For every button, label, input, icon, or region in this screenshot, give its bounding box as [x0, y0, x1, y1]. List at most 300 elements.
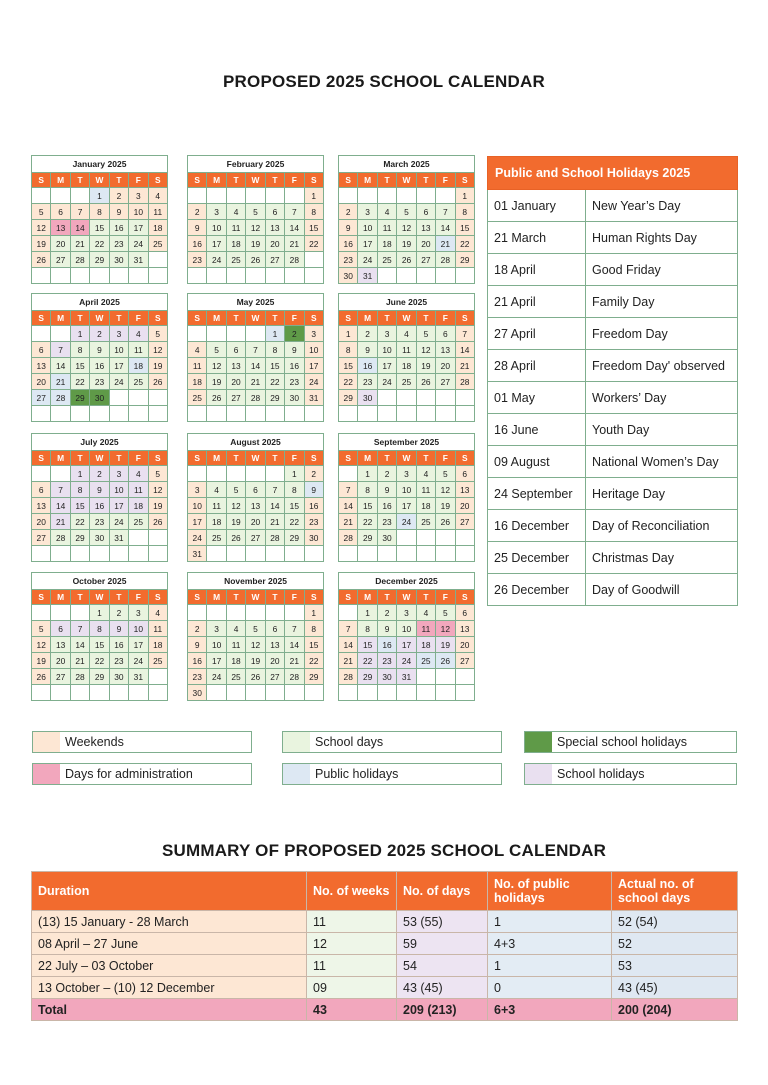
day-cell: 26: [436, 514, 455, 530]
day-cell: 19: [397, 236, 416, 252]
day-cell: 4: [148, 188, 167, 204]
summary-total-cell: 200 (204): [612, 999, 738, 1021]
day-cell: [436, 546, 455, 562]
day-cell: 14: [285, 637, 304, 653]
legend-label: Public holidays: [315, 767, 399, 781]
day-cell: 15: [70, 358, 89, 374]
day-cell: 11: [207, 498, 226, 514]
summary-row: [32, 977, 738, 999]
day-cell: 24: [129, 653, 148, 669]
weekday-header: S: [455, 451, 474, 466]
day-cell: 10: [397, 621, 416, 637]
holiday-row: [488, 446, 738, 478]
legend-item: [524, 731, 737, 753]
day-cell: 2: [109, 605, 128, 621]
day-cell: 25: [377, 252, 396, 268]
weekday-header: S: [339, 590, 358, 605]
day-cell: 9: [377, 621, 396, 637]
day-cell: 21: [246, 374, 265, 390]
month-calendar: [338, 293, 475, 426]
weekday-header: S: [455, 590, 474, 605]
day-cell: 27: [51, 669, 70, 685]
day-cell: [377, 406, 396, 422]
day-cell: 23: [304, 514, 323, 530]
day-cell: [397, 268, 416, 284]
weekday-header: S: [188, 173, 207, 188]
day-cell: [358, 188, 377, 204]
holiday-name: Family Day: [586, 286, 738, 318]
day-cell: 22: [265, 374, 284, 390]
day-cell: 30: [90, 390, 109, 406]
day-cell: [455, 390, 474, 406]
day-cell: 12: [246, 637, 265, 653]
day-cell: [285, 685, 304, 701]
day-cell: 12: [436, 621, 455, 637]
day-cell: 1: [304, 605, 323, 621]
day-cell: 25: [148, 236, 167, 252]
day-cell: 4: [377, 204, 396, 220]
day-cell: [285, 605, 304, 621]
day-cell: 11: [397, 342, 416, 358]
day-cell: 22: [455, 236, 474, 252]
day-cell: 1: [90, 605, 109, 621]
day-cell: [416, 390, 435, 406]
summary-row: [32, 933, 738, 955]
day-cell: 22: [70, 514, 89, 530]
day-cell: 3: [188, 482, 207, 498]
day-cell: 5: [148, 466, 167, 482]
day-cell: 23: [377, 653, 396, 669]
day-cell: 17: [207, 653, 226, 669]
day-cell: 13: [51, 220, 70, 236]
day-cell: [51, 268, 70, 284]
weekday-header: W: [246, 451, 265, 466]
day-cell: [339, 466, 358, 482]
weekday-header: S: [32, 311, 51, 326]
day-cell: 9: [358, 342, 377, 358]
day-cell: 8: [90, 621, 109, 637]
weekday-header: T: [377, 451, 396, 466]
day-cell: 5: [246, 204, 265, 220]
day-cell: 23: [109, 653, 128, 669]
day-cell: [436, 530, 455, 546]
day-cell: 7: [51, 342, 70, 358]
day-cell: 26: [32, 669, 51, 685]
holiday-date: 27 April: [488, 318, 586, 350]
day-cell: 28: [70, 669, 89, 685]
day-cell: 18: [207, 514, 226, 530]
day-cell: 8: [304, 204, 323, 220]
day-cell: [246, 188, 265, 204]
day-cell: [188, 326, 207, 342]
day-cell: [51, 188, 70, 204]
day-cell: 26: [246, 669, 265, 685]
holiday-name: Freedom Day' observed: [586, 350, 738, 382]
summary-cell: 43 (45): [397, 977, 488, 999]
weekday-header: S: [339, 311, 358, 326]
day-cell: [207, 326, 226, 342]
day-cell: [188, 268, 207, 284]
day-cell: [358, 685, 377, 701]
day-cell: 18: [416, 637, 435, 653]
weekday-header: M: [51, 173, 70, 188]
day-cell: 16: [90, 358, 109, 374]
weekday-header: T: [70, 590, 89, 605]
weekday-header: M: [51, 311, 70, 326]
holiday-name: Heritage Day: [586, 478, 738, 510]
day-cell: 1: [358, 466, 377, 482]
day-cell: 29: [90, 252, 109, 268]
weekday-header: M: [207, 311, 226, 326]
day-cell: 1: [70, 466, 89, 482]
weekday-header: S: [339, 451, 358, 466]
day-cell: 24: [397, 653, 416, 669]
day-cell: [207, 685, 226, 701]
month-calendar: [338, 572, 475, 705]
day-cell: 28: [455, 374, 474, 390]
holiday-row: [488, 382, 738, 414]
day-cell: [436, 669, 455, 685]
day-cell: [207, 406, 226, 422]
day-cell: 14: [339, 637, 358, 653]
day-cell: 6: [455, 605, 474, 621]
day-cell: 17: [109, 498, 128, 514]
day-cell: 7: [455, 326, 474, 342]
day-cell: 17: [304, 358, 323, 374]
day-cell: 31: [109, 530, 128, 546]
day-cell: [32, 188, 51, 204]
day-cell: 21: [339, 514, 358, 530]
day-cell: 8: [70, 482, 89, 498]
day-cell: [70, 188, 89, 204]
day-cell: 24: [358, 252, 377, 268]
day-cell: 17: [129, 637, 148, 653]
day-cell: 22: [358, 653, 377, 669]
weekday-header: F: [436, 311, 455, 326]
day-cell: [397, 546, 416, 562]
day-cell: 10: [109, 342, 128, 358]
day-cell: 20: [246, 514, 265, 530]
day-cell: 16: [358, 358, 377, 374]
day-cell: 12: [32, 220, 51, 236]
day-cell: [148, 268, 167, 284]
day-cell: 18: [226, 653, 245, 669]
holiday-date: 16 June: [488, 414, 586, 446]
summary-cell: 11: [307, 911, 397, 933]
holiday-row: [488, 350, 738, 382]
day-cell: [109, 390, 128, 406]
day-cell: 21: [436, 236, 455, 252]
day-cell: 1: [90, 188, 109, 204]
month-calendar: [31, 433, 168, 566]
day-cell: 16: [377, 637, 396, 653]
day-cell: 4: [226, 621, 245, 637]
holiday-date: 21 April: [488, 286, 586, 318]
day-cell: [339, 406, 358, 422]
day-cell: [188, 605, 207, 621]
day-cell: [246, 685, 265, 701]
day-cell: 21: [70, 653, 89, 669]
day-cell: [436, 406, 455, 422]
day-cell: [70, 685, 89, 701]
month-calendar: [31, 293, 168, 426]
day-cell: 2: [90, 466, 109, 482]
day-cell: 23: [109, 236, 128, 252]
day-cell: 31: [304, 390, 323, 406]
day-cell: 28: [246, 390, 265, 406]
day-cell: [32, 605, 51, 621]
day-cell: 27: [32, 390, 51, 406]
holiday-row: [488, 190, 738, 222]
day-cell: 27: [455, 653, 474, 669]
holiday-row: [488, 510, 738, 542]
day-cell: 28: [339, 530, 358, 546]
day-cell: 2: [188, 621, 207, 637]
day-cell: 12: [207, 358, 226, 374]
day-cell: 21: [265, 514, 284, 530]
weekday-header: T: [226, 590, 245, 605]
holidays-table: [487, 156, 738, 606]
day-cell: 16: [90, 498, 109, 514]
day-cell: [265, 188, 284, 204]
day-cell: 10: [304, 342, 323, 358]
holiday-row: [488, 574, 738, 606]
day-cell: 16: [377, 498, 396, 514]
day-cell: [32, 406, 51, 422]
day-cell: [109, 268, 128, 284]
day-cell: [51, 326, 70, 342]
weekday-header: S: [188, 590, 207, 605]
day-cell: 28: [285, 252, 304, 268]
day-cell: 28: [70, 252, 89, 268]
day-cell: 8: [70, 342, 89, 358]
summary-cell: (13) 15 January - 28 March: [32, 911, 307, 933]
weekday-header: W: [90, 451, 109, 466]
legend-swatch: [525, 732, 552, 752]
weekday-header: S: [148, 311, 167, 326]
day-cell: [304, 252, 323, 268]
weekday-header: F: [285, 311, 304, 326]
day-cell: 5: [32, 204, 51, 220]
day-cell: 19: [246, 236, 265, 252]
weekday-header: F: [129, 173, 148, 188]
day-cell: 18: [129, 358, 148, 374]
holiday-row: [488, 222, 738, 254]
page-title: PROPOSED 2025 SCHOOL CALENDAR: [223, 72, 545, 91]
day-cell: [129, 390, 148, 406]
day-cell: 3: [358, 204, 377, 220]
day-cell: 14: [436, 220, 455, 236]
day-cell: 30: [339, 268, 358, 284]
day-cell: [436, 188, 455, 204]
day-cell: 24: [129, 236, 148, 252]
day-cell: [397, 188, 416, 204]
day-cell: 6: [226, 342, 245, 358]
day-cell: 26: [148, 514, 167, 530]
day-cell: 3: [207, 204, 226, 220]
day-cell: [32, 268, 51, 284]
day-cell: 28: [51, 530, 70, 546]
weekday-header: S: [304, 451, 323, 466]
day-cell: [397, 406, 416, 422]
day-cell: 15: [70, 498, 89, 514]
weekday-header: T: [70, 311, 89, 326]
day-cell: [51, 546, 70, 562]
holiday-date: 26 December: [488, 574, 586, 606]
summary-header-cell: Actual no. of school days: [612, 872, 738, 911]
day-cell: 9: [285, 342, 304, 358]
day-cell: 5: [416, 326, 435, 342]
weekday-header: W: [397, 451, 416, 466]
day-cell: [207, 546, 226, 562]
day-cell: 27: [246, 530, 265, 546]
day-cell: 2: [188, 204, 207, 220]
day-cell: 9: [377, 482, 396, 498]
day-cell: [246, 605, 265, 621]
holiday-date: 25 December: [488, 542, 586, 574]
day-cell: [377, 268, 396, 284]
day-cell: 6: [455, 466, 474, 482]
weekday-header: S: [339, 173, 358, 188]
day-cell: 17: [397, 498, 416, 514]
day-cell: 20: [436, 358, 455, 374]
day-cell: [416, 268, 435, 284]
day-cell: 19: [436, 498, 455, 514]
day-cell: 13: [455, 621, 474, 637]
day-cell: [129, 530, 148, 546]
day-cell: 25: [226, 669, 245, 685]
day-cell: 21: [455, 358, 474, 374]
day-cell: 11: [148, 621, 167, 637]
month-calendar: [187, 155, 324, 288]
day-cell: 4: [148, 605, 167, 621]
day-cell: 10: [358, 220, 377, 236]
month-title: January 2025: [31, 155, 168, 172]
month-calendar: [187, 433, 324, 566]
day-cell: [207, 268, 226, 284]
weekday-header: T: [109, 311, 128, 326]
weekday-header: T: [109, 590, 128, 605]
day-cell: 23: [377, 514, 396, 530]
day-cell: 1: [265, 326, 284, 342]
day-cell: 3: [129, 605, 148, 621]
day-cell: 8: [339, 342, 358, 358]
day-cell: 13: [455, 482, 474, 498]
weekday-header: M: [358, 173, 377, 188]
day-cell: 13: [436, 342, 455, 358]
day-cell: 27: [455, 514, 474, 530]
day-cell: 28: [339, 669, 358, 685]
day-cell: 3: [304, 326, 323, 342]
day-cell: 26: [246, 252, 265, 268]
day-cell: [32, 466, 51, 482]
day-cell: 25: [226, 252, 245, 268]
summary-cell: 1: [488, 955, 612, 977]
day-cell: 14: [70, 637, 89, 653]
day-cell: [455, 268, 474, 284]
day-cell: [455, 685, 474, 701]
day-cell: [358, 406, 377, 422]
holiday-name: Human Rights Day: [586, 222, 738, 254]
day-cell: 31: [358, 268, 377, 284]
day-cell: 20: [32, 374, 51, 390]
day-cell: 9: [188, 637, 207, 653]
weekday-header: M: [207, 451, 226, 466]
holiday-name: Day of Goodwill: [586, 574, 738, 606]
month-calendar: [31, 155, 168, 288]
weekday-header: S: [148, 173, 167, 188]
day-cell: 7: [339, 621, 358, 637]
month-title: April 2025: [31, 293, 168, 310]
day-cell: 30: [285, 390, 304, 406]
summary-cell: 52: [612, 933, 738, 955]
day-cell: [90, 406, 109, 422]
day-cell: 23: [188, 669, 207, 685]
day-cell: 24: [109, 374, 128, 390]
weekday-header: S: [455, 173, 474, 188]
day-cell: [377, 390, 396, 406]
weekday-header: T: [377, 173, 396, 188]
weekday-header: T: [226, 311, 245, 326]
weekday-header: T: [377, 590, 396, 605]
day-cell: [226, 466, 245, 482]
day-cell: [32, 546, 51, 562]
weekday-header: T: [377, 311, 396, 326]
day-cell: 27: [416, 252, 435, 268]
holiday-row: [488, 414, 738, 446]
day-cell: 19: [148, 358, 167, 374]
legend-label: School holidays: [557, 767, 645, 781]
day-cell: 15: [90, 637, 109, 653]
day-cell: [436, 390, 455, 406]
day-cell: 22: [339, 374, 358, 390]
day-cell: 30: [358, 390, 377, 406]
day-cell: 4: [207, 482, 226, 498]
weekday-header: F: [285, 173, 304, 188]
day-cell: [285, 188, 304, 204]
day-cell: [339, 685, 358, 701]
holiday-name: National Women’s Day: [586, 446, 738, 478]
day-cell: 7: [285, 621, 304, 637]
summary-row: [32, 955, 738, 977]
day-cell: 7: [285, 204, 304, 220]
month-title: June 2025: [338, 293, 475, 310]
day-cell: 4: [397, 326, 416, 342]
day-cell: 15: [358, 498, 377, 514]
legend-item: [282, 763, 502, 785]
day-cell: 10: [109, 482, 128, 498]
day-cell: 4: [416, 605, 435, 621]
day-cell: 9: [109, 621, 128, 637]
day-cell: 10: [207, 637, 226, 653]
day-cell: 15: [358, 637, 377, 653]
holiday-name: New Year’s Day: [586, 190, 738, 222]
day-cell: 17: [397, 637, 416, 653]
day-cell: 12: [32, 637, 51, 653]
weekday-header: T: [109, 451, 128, 466]
month-calendar: [31, 572, 168, 705]
day-cell: 27: [265, 252, 284, 268]
holiday-date: 01 May: [488, 382, 586, 414]
month-title: November 2025: [187, 572, 324, 589]
weekday-header: W: [90, 590, 109, 605]
day-cell: 22: [285, 514, 304, 530]
weekday-header: F: [129, 451, 148, 466]
day-cell: 14: [51, 498, 70, 514]
day-cell: [455, 406, 474, 422]
day-cell: 7: [436, 204, 455, 220]
day-cell: 19: [246, 653, 265, 669]
